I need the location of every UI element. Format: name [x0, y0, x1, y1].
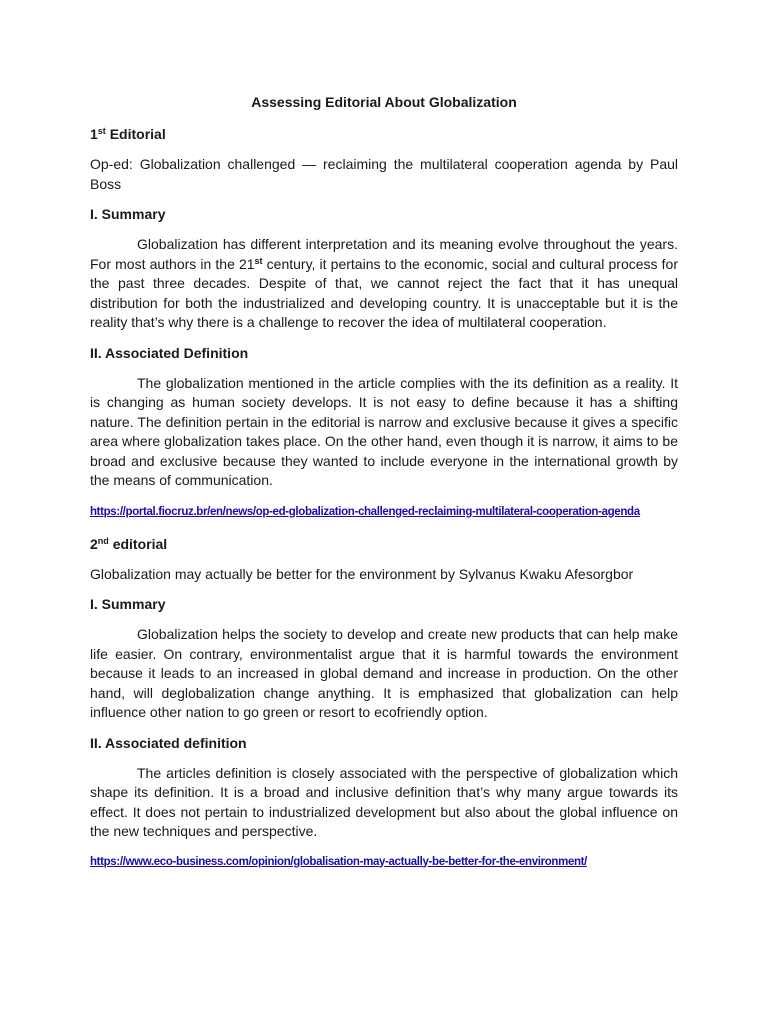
editorial-1-heading	[90, 126, 678, 143]
editorial-1-ordinal: st	[97, 126, 106, 136]
summary-text-part-2: century, it pertains to the economic, social and cultural process for the past three decades. Despite of that, we cannot reject the fact that it has unequal distribution for both the industrialized and developing country. It is unacceptable but it is the reality that’s why there is a challenge to recover the idea of multilateral cooperation.	[90, 255, 678, 330]
editorial-1-definition-heading: II. Associated Definition	[90, 344, 249, 361]
editorial-2-summary-heading: I. Summary	[90, 596, 166, 612]
summary-text-part-1: Globalization has different interpretation and its meaning evolve throughout the years. For most authors in the 21	[90, 236, 678, 272]
editorial-2-article-title: Globalization may actually be better for the environment by Sylvanus Kwaku Afesorgbor	[90, 565, 634, 582]
editorial-1-number: 1	[90, 126, 98, 142]
editorial-1-article-title: Op-ed: Globalization challenged — reclaiming the multilateral cooperation agenda by Paul Boss	[90, 156, 678, 192]
editorial-1-definition-text: The globalization mentioned in the article complies with the its definition as a reality. It is changing as human society develops. It is not easy to define because it has a shifting nature. The definition pertain in the editorial is narrow and exclusive because it gives a specific area where globalization takes place. On the other hand, even though it is narrow, it aims to be broad and exclusive because they wanted to include everyone in the international growth by the means of communication.	[90, 374, 678, 488]
editorial-2-definition-text: The articles definition is closely associated with the perspective of globalization which shape its definition. It is a broad and inclusive definition that’s why many argue towards its effect. It does not pertain to industrialized development but also about the global influence on the new techniques and perspective.	[90, 764, 678, 839]
editorial-2-ordinal: nd	[97, 535, 109, 546]
editorial-2-number: 2	[90, 535, 98, 552]
editorial-2-word: editorial	[112, 535, 168, 552]
editorial-1-summary-text	[90, 235, 678, 333]
editorial-2-summary-text: Globalization helps the society to develop and create new products that can help make life easier. On contrary, environmentalist argue that it is harmful towards the environment because it leads to an increased in global demand and increase in production. On the other hand, will deglobalization change anything. It is emphasized that globalization can help influence other nation to go green or resort to ecofriendly option.	[90, 626, 678, 720]
document-title: Assessing Editorial About Globalization	[251, 94, 517, 110]
editorial-2-heading	[90, 536, 678, 553]
editorial-1-source-link[interactable]: https://portal.fiocruz.br/en/news/op-ed-globalization-challenged-reclaiming-multilateral-cooperation-agenda	[90, 505, 640, 518]
editorial-1-summary-heading: I. Summary	[90, 206, 166, 222]
editorial-2-source-link[interactable]: https://www.eco-business.com/opinion/globalisation-may-actually-be-better-for-the-environment/	[90, 855, 587, 868]
century-ordinal: st	[254, 255, 263, 266]
editorial-2-definition-heading: II. Associated definition	[90, 734, 247, 751]
editorial-1-word: Editorial	[109, 126, 166, 142]
